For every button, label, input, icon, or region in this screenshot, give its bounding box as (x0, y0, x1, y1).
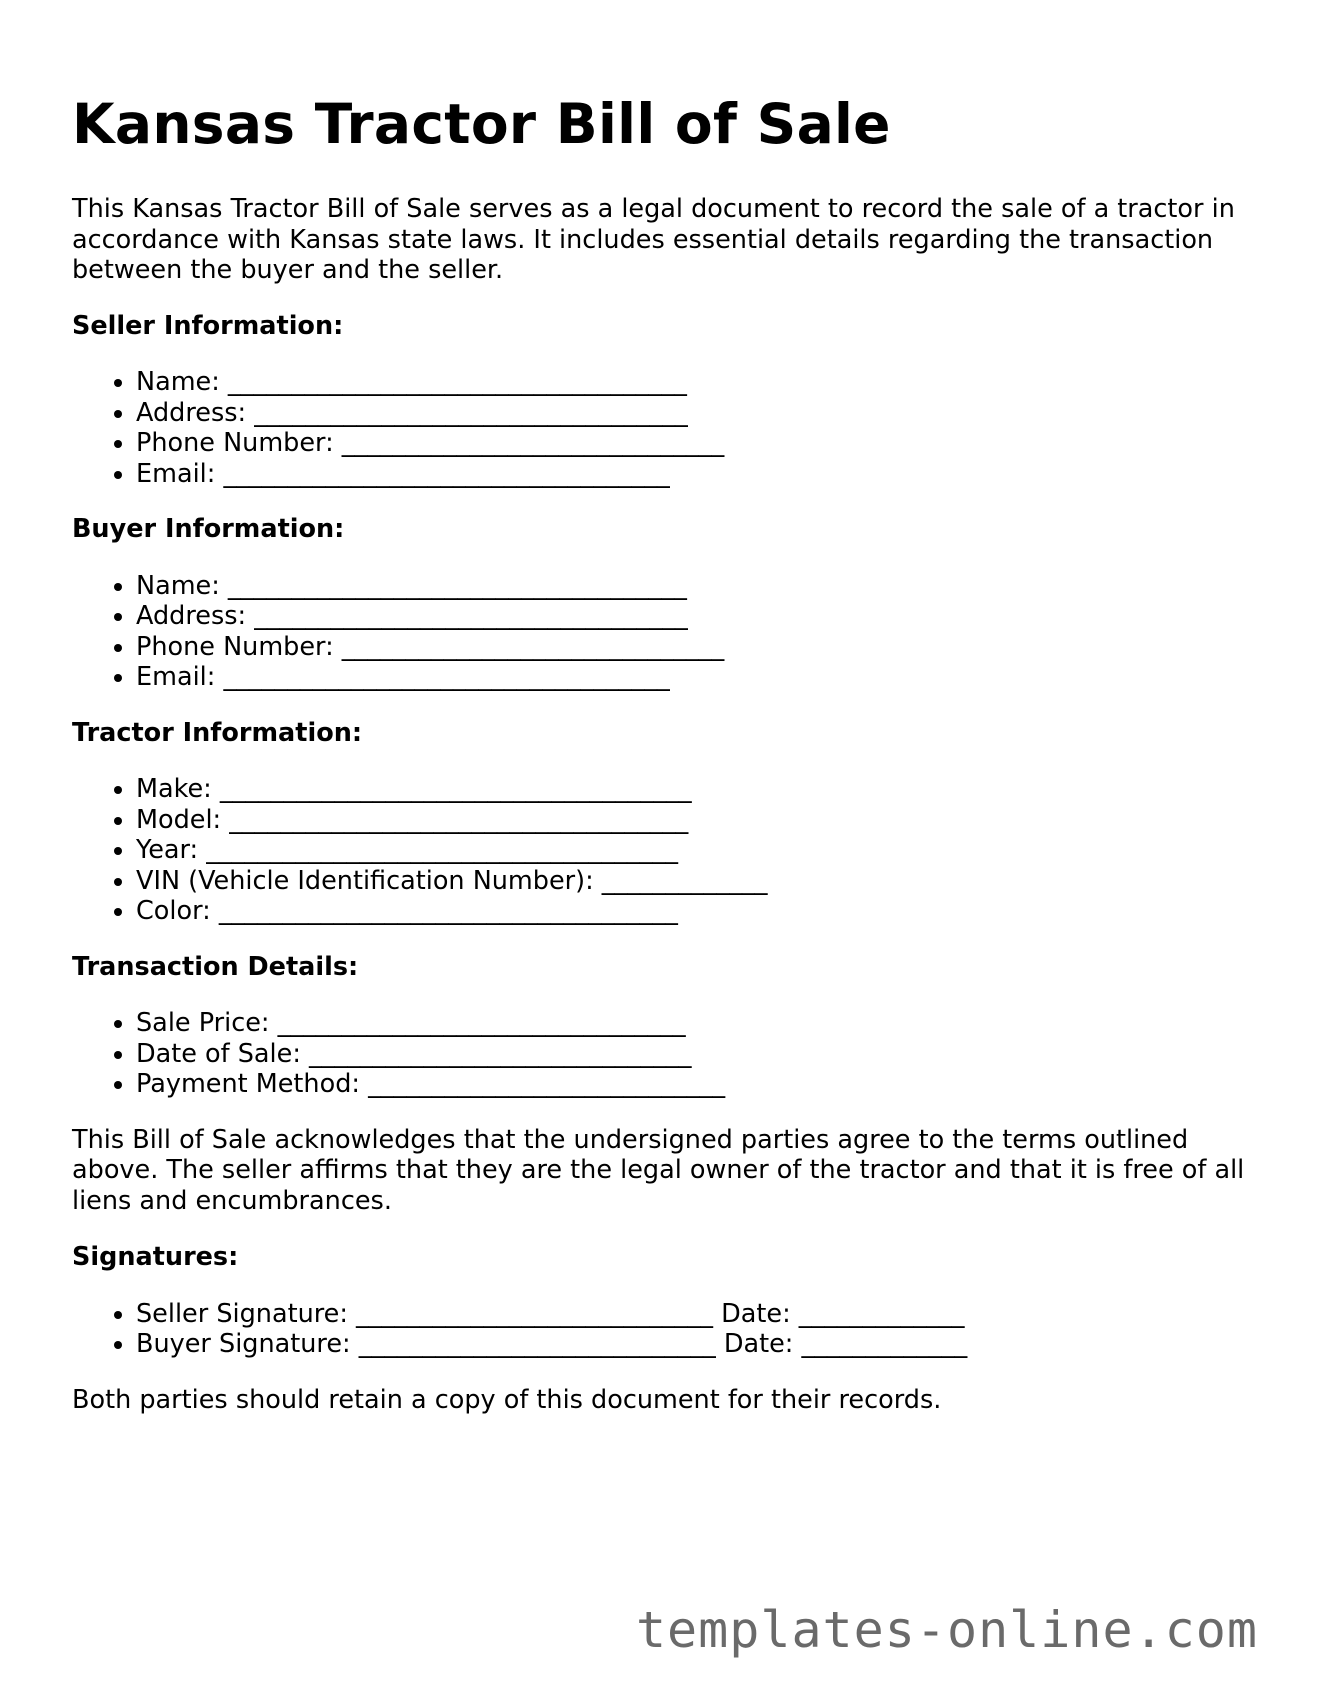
document-page (72, 88, 1252, 1415)
buyer-name-field: • Name: ____________________________________ (136, 571, 1252, 602)
tractor-year-field: • Year: _____________________________________ (136, 835, 1252, 866)
tractor-make-field: • Make: _____________________________________ (136, 774, 1252, 805)
tractor-model-field: • Model: ____________________________________ (136, 805, 1252, 836)
buyer-signature-field: • Buyer Signature: ____________________________ Date: _____________ (136, 1329, 1252, 1360)
transaction-details-list (72, 1008, 1252, 1100)
tractor-color-field: • Color: ____________________________________ (136, 896, 1252, 927)
buyer-information-heading: Buyer Information: (72, 514, 345, 544)
buyer-information-list (72, 571, 1252, 693)
sale-price-field: • Sale Price: ________________________________ (136, 1008, 1252, 1039)
seller-information-list (72, 367, 1252, 489)
buyer-address-field: • Address: __________________________________ (136, 601, 1252, 632)
intro-paragraph: This Kansas Tractor Bill of Sale serves as a legal document to record the sale of a tractor in accordance with Kansas state laws. It includes essential details regarding the transaction between the buyer and the seller. (72, 194, 1235, 285)
signatures-heading: Signatures: (72, 1242, 239, 1272)
closing-paragraph: Both parties should retain a copy of this document for their records. (72, 1384, 942, 1415)
watermark: templates-online.com (635, 1601, 1258, 1659)
seller-name-field: • Name: ____________________________________ (136, 367, 1252, 398)
acknowledgement-paragraph: This Bill of Sale acknowledges that the undersigned parties agree to the terms outlined above. The seller affirms that they are the legal owner of the tractor and that it is free of all liens and encumbrances. (72, 1124, 1245, 1216)
seller-email-field: • Email: ___________________________________ (136, 459, 1252, 490)
seller-phone-field: • Phone Number: ______________________________ (136, 428, 1252, 459)
seller-information-heading: Seller Information: (72, 310, 344, 341)
tractor-vin-field: • VIN (Vehicle Identification Number): _____________ (136, 866, 1252, 897)
seller-address-field: • Address: __________________________________ (136, 398, 1252, 429)
tractor-information-list (72, 774, 1252, 927)
signatures-list (72, 1299, 1252, 1360)
tractor-information-heading: Tractor Information: (72, 717, 363, 748)
buyer-phone-field: • Phone Number: ______________________________ (136, 632, 1252, 663)
transaction-details-heading: Transaction Details: (72, 951, 359, 982)
payment-method-field: • Payment Method: ____________________________ (136, 1069, 1252, 1100)
buyer-email-field: • Email: ___________________________________ (136, 662, 1252, 693)
date-of-sale-field: • Date of Sale: ______________________________ (136, 1039, 1252, 1070)
document-title: Kansas Tractor Bill of Sale (72, 92, 891, 156)
seller-signature-field: • Seller Signature: ____________________________ Date: _____________ (136, 1299, 1252, 1330)
